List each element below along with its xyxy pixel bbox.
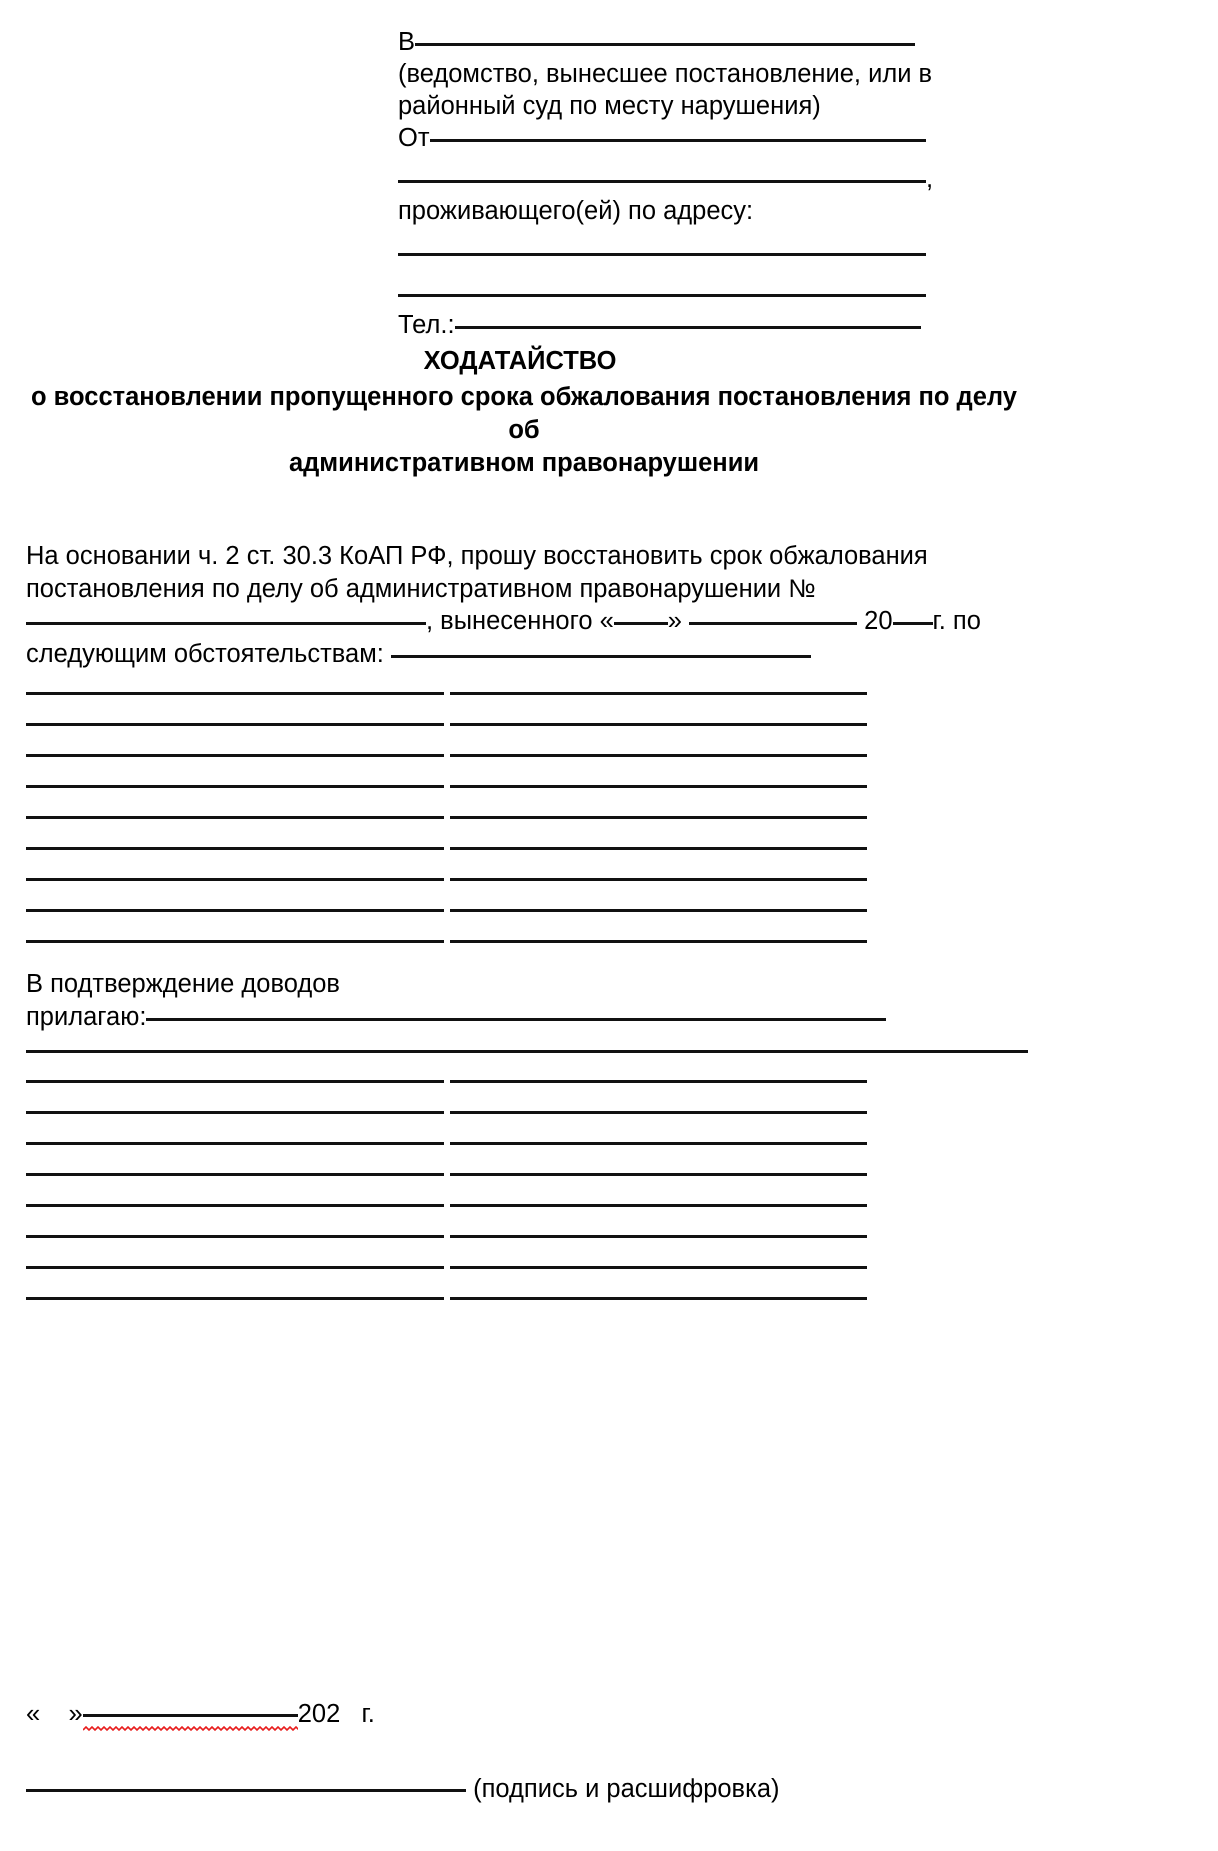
document-subtitle bbox=[24, 381, 1024, 480]
blank-segment-right[interactable] bbox=[450, 940, 867, 943]
blank-segment-left[interactable] bbox=[26, 847, 444, 850]
blank-segment-right[interactable] bbox=[450, 785, 867, 788]
from-trailing-comma: , bbox=[926, 165, 934, 193]
circumstances-blank-rule[interactable] bbox=[391, 655, 811, 658]
blank-row bbox=[26, 1184, 986, 1215]
document-title: ХОДАТАЙСТВО bbox=[423, 347, 617, 375]
blank-segment-left[interactable] bbox=[26, 1204, 444, 1207]
month-blank-rule[interactable] bbox=[689, 622, 857, 625]
blank-segment-right[interactable] bbox=[450, 1204, 867, 1207]
year-suffix: г. по bbox=[932, 607, 981, 635]
blank-row bbox=[26, 1091, 986, 1122]
blank-row bbox=[26, 827, 986, 858]
addressee-to-line bbox=[398, 26, 938, 58]
body-line-3 bbox=[26, 605, 986, 638]
from-line-continuation bbox=[398, 154, 938, 195]
blank-row bbox=[26, 1215, 986, 1246]
address-blank-line-2 bbox=[398, 268, 938, 309]
blank-segment-left[interactable] bbox=[26, 909, 444, 912]
address-blank-rule-2[interactable] bbox=[398, 294, 926, 297]
blank-segment-right[interactable] bbox=[450, 909, 867, 912]
blank-row bbox=[26, 1153, 986, 1184]
blank-row bbox=[26, 1122, 986, 1153]
blank-row bbox=[26, 1246, 986, 1277]
date-quote-close: » bbox=[68, 1700, 83, 1728]
from-blank-rule-2[interactable] bbox=[398, 180, 926, 183]
blank-segment-left[interactable] bbox=[26, 878, 444, 881]
blank-segment-right[interactable] bbox=[450, 754, 867, 757]
blank-segment-left[interactable] bbox=[26, 1080, 444, 1083]
blank-segment-right[interactable] bbox=[450, 1297, 867, 1300]
circumstances-label: следующим обстоятельствам: bbox=[26, 639, 384, 668]
blank-row bbox=[26, 1030, 986, 1061]
to-label: В bbox=[398, 28, 416, 56]
addressee-hint-1: (ведомство, вынесшее постановление, или в bbox=[398, 60, 933, 88]
phone-blank-rule[interactable] bbox=[455, 326, 921, 329]
signature-hint: (подпись и расшифровка) bbox=[473, 1775, 780, 1803]
attachments-wide-rule-row bbox=[26, 1030, 986, 1061]
blank-row bbox=[26, 672, 986, 703]
blank-segment-left[interactable] bbox=[26, 723, 444, 726]
blank-row bbox=[26, 889, 986, 920]
blank-segment-right[interactable] bbox=[450, 1266, 867, 1269]
blank-segment-left[interactable] bbox=[26, 1235, 444, 1238]
blank-segment-left[interactable] bbox=[26, 754, 444, 757]
blank-segment-right[interactable] bbox=[450, 1173, 867, 1176]
body-line-4 bbox=[26, 638, 986, 671]
addressee-hint-line-2 bbox=[398, 90, 938, 122]
from-label: От bbox=[398, 124, 430, 152]
address-label-line bbox=[398, 195, 938, 227]
blank-segment-right[interactable] bbox=[450, 1235, 867, 1238]
blank-segment-left[interactable] bbox=[26, 1173, 444, 1176]
document-subtitle-line-2: административном правонарушении bbox=[288, 449, 760, 477]
blank-segment-left[interactable] bbox=[26, 785, 444, 788]
date-line bbox=[26, 1700, 375, 1729]
blank-segment-right[interactable] bbox=[450, 816, 867, 819]
year-blank-rule[interactable] bbox=[893, 622, 933, 625]
phone-label: Тел.: bbox=[398, 311, 455, 339]
body-line-2: постановления по делу об административном правонарушении № bbox=[26, 574, 816, 603]
year-prefix: 20 bbox=[864, 607, 893, 635]
blank-segment-right[interactable] bbox=[450, 692, 867, 695]
signature-blank-rule[interactable] bbox=[26, 1789, 466, 1792]
blank-segment-right[interactable] bbox=[450, 878, 867, 881]
addressee-hint-2: районный суд по месту нарушения) bbox=[398, 92, 821, 120]
issued-label: , вынесенного « bbox=[426, 607, 614, 635]
blank-row bbox=[26, 734, 986, 765]
blank-segment-right[interactable] bbox=[450, 723, 867, 726]
to-blank-rule[interactable] bbox=[415, 43, 915, 46]
spellcheck-squiggle-icon bbox=[83, 1726, 298, 1732]
blank-row bbox=[26, 765, 986, 796]
addressee-hint-line-1 bbox=[398, 58, 938, 90]
blank-segment-left[interactable] bbox=[26, 1297, 444, 1300]
attachments-line-1: В подтверждение доводов bbox=[26, 970, 340, 998]
blank-segment-wide[interactable] bbox=[26, 1050, 1028, 1053]
address-blank-line-1 bbox=[398, 227, 938, 268]
blank-segment-right[interactable] bbox=[450, 1080, 867, 1083]
blank-segment-left[interactable] bbox=[26, 1111, 444, 1114]
signature-line bbox=[26, 1775, 780, 1804]
date-quote-open: « bbox=[26, 1700, 41, 1728]
day-blank-rule[interactable] bbox=[614, 622, 668, 625]
date-year-suffix: г. bbox=[361, 1700, 375, 1728]
phone-line bbox=[398, 309, 938, 341]
blank-row bbox=[26, 703, 986, 734]
blank-segment-left[interactable] bbox=[26, 1142, 444, 1145]
date-year-prefix: 202 bbox=[297, 1700, 341, 1728]
blank-row bbox=[26, 920, 986, 951]
attachments-blank-rule[interactable] bbox=[146, 1018, 886, 1021]
document-subtitle-line-1: о восстановлении пропущенного срока обжалования постановления по делу об bbox=[31, 383, 1017, 444]
blank-segment-left[interactable] bbox=[26, 692, 444, 695]
blank-segment-left[interactable] bbox=[26, 1266, 444, 1269]
blank-segment-right[interactable] bbox=[450, 847, 867, 850]
blank-segment-right[interactable] bbox=[450, 1142, 867, 1145]
blank-segment-left[interactable] bbox=[26, 816, 444, 819]
blank-lines-section-2 bbox=[26, 1060, 986, 1308]
date-blank-rule[interactable] bbox=[83, 1714, 298, 1717]
blank-lines-section-1 bbox=[26, 672, 986, 951]
addressee-header-block bbox=[398, 26, 938, 341]
from-blank-rule[interactable] bbox=[430, 139, 926, 142]
address-blank-rule-1[interactable] bbox=[398, 253, 926, 256]
address-label: проживающего(ей) по адресу: bbox=[398, 197, 754, 225]
attachments-line-2 bbox=[26, 1001, 1006, 1034]
blank-segment-right[interactable] bbox=[450, 1111, 867, 1114]
body-paragraph bbox=[26, 540, 986, 670]
case-number-blank-rule[interactable] bbox=[26, 622, 426, 625]
quote-close: » bbox=[667, 607, 682, 635]
attachments-label: прилагаю: bbox=[26, 1002, 147, 1031]
date-blank-wrapper[interactable] bbox=[83, 1700, 298, 1729]
blank-row bbox=[26, 858, 986, 889]
blank-row bbox=[26, 1060, 986, 1091]
body-line-1: На основании ч. 2 ст. 30.3 КоАП РФ, прошу восстановить срок обжалования bbox=[26, 542, 928, 570]
blank-row bbox=[26, 1277, 986, 1308]
blank-row bbox=[26, 796, 986, 827]
blank-segment-left[interactable] bbox=[26, 940, 444, 943]
from-line bbox=[398, 122, 938, 154]
attachments-block bbox=[26, 968, 1006, 1033]
